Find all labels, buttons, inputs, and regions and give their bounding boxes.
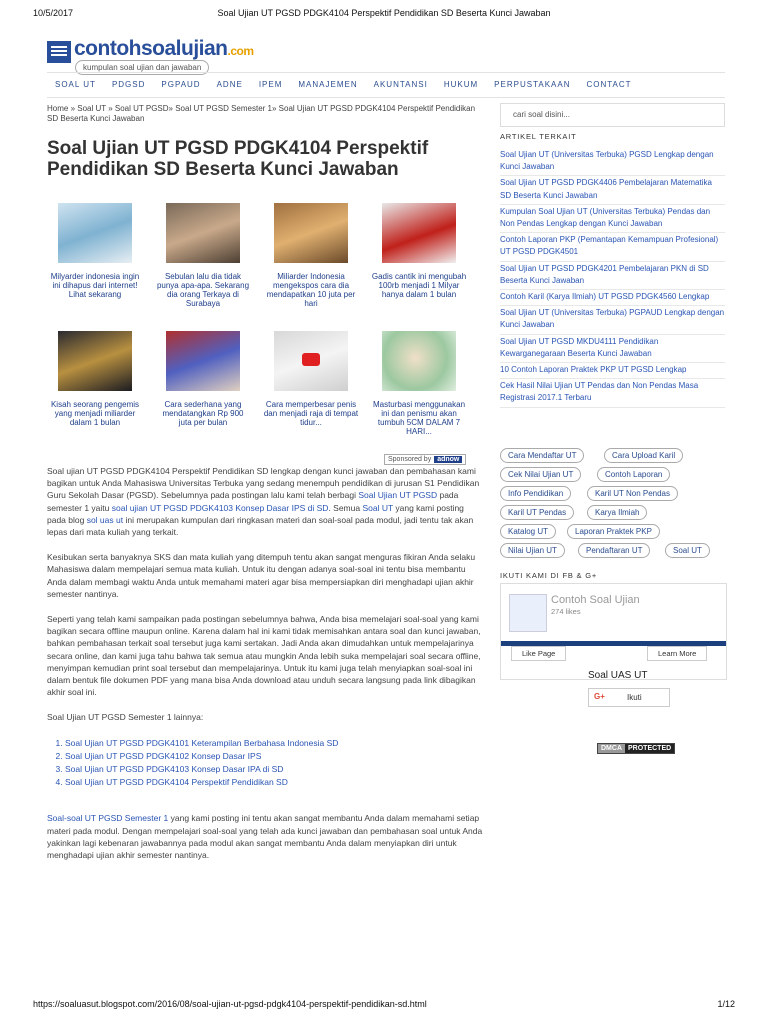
- list-item[interactable]: 4. Soal Ujian UT PGSD PDGK4104 Perspektif Pendidikan SD: [65, 776, 483, 788]
- ad-image: [382, 203, 456, 263]
- nav-item[interactable]: MANAJEMEN: [298, 80, 358, 89]
- related-title: ARTIKEL TERKAIT: [500, 132, 577, 141]
- ad-image: [274, 331, 348, 391]
- label-tag[interactable]: Katalog UT: [500, 524, 556, 539]
- article-link[interactable]: sol uas ut: [86, 514, 124, 525]
- search-input[interactable]: [500, 103, 725, 127]
- list-item[interactable]: 2. Soal Ujian UT PGSD PDGK4102 Konsep Dasar IPS: [65, 750, 483, 762]
- site-name: contohsoalujian: [74, 37, 228, 60]
- label-tag[interactable]: Info Pendidikan: [500, 486, 571, 501]
- ad-image: [166, 331, 240, 391]
- list-item[interactable]: 3. Soal Ujian UT PGSD PDGK4103 Konsep Dasar IPA di SD: [65, 763, 483, 775]
- main-nav: [47, 72, 725, 98]
- label-tag[interactable]: Pendaftaran UT: [578, 543, 650, 558]
- paragraph: [47, 812, 483, 861]
- page-avatar[interactable]: [509, 594, 547, 632]
- ad-caption: Cara memperbesar penis dan menjadi raja di tempat tidur...: [263, 400, 359, 427]
- text: ini merupakan kumpulan dari ringkasan materi dan soal-soal pada modul, jadi tentu tak akan lepas dari mata kuliah yang terkait.: [47, 514, 474, 538]
- article-link[interactable]: Soal-soal UT PGSD Semester 1: [47, 813, 169, 824]
- related-link[interactable]: Kumpulan Soal Ujian UT (Universitas Terbuka) Pendas dan Non Pendas Lengkap dengan Kunci Jawaban: [500, 205, 725, 233]
- follow-title: IKUTI KAMI DI FB & G+: [500, 571, 598, 580]
- related-articles: [500, 148, 725, 408]
- article-link[interactable]: Soal Ujian UT PGSD: [358, 490, 438, 501]
- article-link[interactable]: Soal UT: [362, 502, 394, 513]
- paragraph: Seperti yang telah kami sampaikan pada postingan sebelumnya bahwa, Anda bisa memelajari soal-soal yang kami bagikan secara offline maupun online. Karena dalam hal ini kami tidak memisahkan antara soal dan kunci jawaban, bahkan pembahasan terkait soal tersebut juga kami sertakan. Jadi Anda akan dimudahkan untuk mempelajarinya secara online, dan kami juga tahu bahwa tak semua atau mungkin Anda lebih suka mempelajari soal secara offline, menyimpan kemudian print soal tersebut dan mempelajarinya. Untuk itu kami juga telah menyiapkan soal-soal ini dalam bentuk file dokumen PDF yang mana bisa Anda download atau unduh secara langsung pada link dibagikan akhir soal ini.: [47, 614, 481, 698]
- related-link[interactable]: Contoh Laporan PKP (Pemantapan Kemampuan Profesional) UT PGSD PDGK4501: [500, 233, 725, 261]
- label-tag[interactable]: Nilai Ujian UT: [500, 543, 565, 558]
- print-page: 1/12: [717, 999, 735, 1009]
- ad-caption: Masturbasi menggunakan ini dan penismu akan tumbuh 5CM DALAM 7 HARI...: [372, 400, 466, 436]
- nav-item[interactable]: SOAL UT: [55, 80, 96, 89]
- ad-caption: Miliarder Indonesia mengekspos cara dia mendapatkan 10 juta per hari: [266, 272, 356, 308]
- print-doc-title: Soal Ujian UT PGSD PDGK4104 Perspektif Pendidikan SD Beserta Kunci Jawaban: [217, 8, 551, 18]
- ad-caption: Kisah seorang pengemis yang menjadi miliarder dalam 1 bulan: [50, 400, 140, 427]
- learn-more-button[interactable]: Learn More: [647, 646, 707, 661]
- nav-item[interactable]: AKUNTANSI: [373, 80, 428, 89]
- list-item[interactable]: 1. Soal Ujian UT PGSD PDGK4101 Keterampilan Berbahasa Indonesia SD: [65, 737, 483, 749]
- gplus-icon: G+: [594, 692, 605, 701]
- ad-item[interactable]: [47, 203, 143, 299]
- ad-image: [58, 203, 132, 263]
- book-icon: [47, 41, 71, 63]
- related-link[interactable]: Soal Ujian UT PGSD PDGK4406 Pembelajaran Matematika SD Beserta Kunci Jawaban: [500, 176, 725, 204]
- breadcrumb[interactable]: Home » Soal UT » Soal UT PGSD» Soal UT PGSD Semester 1» Soal Ujian UT PGSD PDGK4104 Perspektif Pendidikan SD Beserta Kunci Jawaban: [47, 104, 476, 123]
- print-date: 10/5/2017: [33, 8, 74, 18]
- related-link[interactable]: Soal Ujian UT (Universitas Terbuka) PGPAUD Lengkap dengan Kunci Jawaban: [500, 306, 725, 334]
- text: . Semua: [328, 502, 363, 513]
- site-tagline: kumpulan soal ujian dan jawaban: [75, 60, 209, 75]
- facebook-widget: [500, 583, 727, 680]
- ad-image: [382, 331, 456, 391]
- ad-caption: Sebulan lalu dia tidak punya apa-apa. Sekarang dia orang Terkaya di Surabaya: [156, 272, 250, 308]
- label-tag[interactable]: Cara Upload Karil: [604, 448, 683, 463]
- related-link[interactable]: Soal Ujian UT (Universitas Terbuka) PGSD Lengkap dengan Kunci Jawaban: [500, 148, 725, 176]
- text: pada semester 1 yaitu: [47, 490, 459, 513]
- gplus-follow-label: Ikuti: [627, 693, 642, 702]
- text: yang kami posting pada blog: [47, 502, 464, 525]
- play-icon: [302, 353, 320, 366]
- nav-item[interactable]: IPEM: [258, 80, 283, 89]
- gplus-follow-button[interactable]: [588, 688, 670, 707]
- print-url: https://soaluasut.blogspot.com/2016/08/soal-ujian-ut-pgsd-pdgk4104-perspektif-pendidikan-sd.html: [33, 999, 427, 1009]
- ad-item[interactable]: [155, 331, 251, 427]
- nav-item[interactable]: HUKUM: [443, 80, 479, 89]
- label-tag[interactable]: Cek Nilai Ujian UT: [500, 467, 581, 482]
- text: yang kami posting ini tentu akan sangat membantu Anda dalam memahami setiap materi pada modul. Dengan mempelajari soal-soal yang telah ada kunci jawaban dan pembahasan soal untuk Anda yakinkan lagi kebenaran jawabannya pada modul akan sangat membantu Anda dalam menyiapkan diri untuk menghadapi ujian akhir semester nantinya.: [47, 813, 483, 861]
- nav-item[interactable]: PDGSD: [111, 80, 146, 89]
- ad-item[interactable]: [263, 331, 359, 427]
- nav-item[interactable]: CONTACT: [586, 80, 632, 89]
- nav-item[interactable]: PERPUSTAKAAN: [494, 80, 571, 89]
- ad-item[interactable]: [263, 203, 359, 308]
- related-list: [65, 737, 483, 789]
- label-tag[interactable]: Karya Ilmiah: [587, 505, 647, 520]
- sponsored-label: Sponsored by: [388, 456, 432, 463]
- dmca-badge[interactable]: [597, 743, 675, 754]
- article-link[interactable]: soal ujian UT PGSD PDGK4103 Konsep Dasar IPS di SD: [111, 502, 329, 513]
- related-link[interactable]: 10 Contoh Laporan Praktek PKP UT PGSD Lengkap: [500, 363, 725, 379]
- sponsored-brand: adnow: [434, 456, 462, 463]
- post-title: Soal Ujian UT PGSD PDGK4104 Perspektif Pendidikan SD Beserta Kunci Jawaban: [47, 138, 429, 180]
- label-tag[interactable]: Laporan Praktek PKP: [567, 524, 660, 539]
- like-page-button[interactable]: Like Page: [511, 646, 566, 661]
- related-link[interactable]: Contoh Karil (Karya Ilmiah) UT PGSD PDGK4560 Lengkap: [500, 290, 725, 306]
- ad-caption: Gadis cantik ini mengubah 100rb menjadi 1 Milyar hanya dalam 1 bulan: [371, 272, 467, 299]
- text: Soal ujian UT PGSD PDGK4104 Perspektif Pendidikan SD lengkap dengan kunci jawaban dan pembahasan kami bagikan untuk Anda Mahasiswa Universitas Terbuka yang sedang menempuh pendidikan di jurusan S1 Pendidikan Guru Sekolah Dasar (PGSD). Sebelumnya pada postingan lalu kami telah berbagi: [47, 466, 480, 501]
- site-suffix: .com: [227, 44, 254, 58]
- ad-item[interactable]: [371, 331, 467, 436]
- dmca-protected: PROTECTED: [625, 744, 674, 753]
- search-placeholder: cari soal disini...: [513, 110, 570, 119]
- ad-caption: Cara sederhana yang mendatangkan Rp 900 juta per bulan: [162, 400, 244, 427]
- fb-page-name[interactable]: Contoh Soal Ujian: [551, 594, 640, 606]
- ad-image: [166, 203, 240, 263]
- nav-item[interactable]: ADNE: [216, 80, 243, 89]
- ad-item[interactable]: [47, 331, 143, 427]
- fb-likes: 274 likes: [551, 607, 581, 616]
- paragraph: Kesibukan serta banyaknya SKS dan mata kuliah yang ditempuh tentu akan sangat menguras fikiran Anda selaku Mahasiswa dalam mempelajari semua mata kuliah. Untuk itu dengan adanya soal-soal ini tentu bisa membantu Anda dalam membagi waktu Anda untuk memahami materi agar bisa mempersiapkan diri menghadapi ujian akhir semester nantinya.: [47, 552, 476, 599]
- paragraph: [47, 465, 483, 538]
- related-link[interactable]: Cek Hasil Nilai Ujian UT Pendas dan Non Pendas Masa Registrasi 2017.1 Terbaru: [500, 379, 725, 407]
- list-intro: Soal Ujian UT PGSD Semester 1 lainnya:: [47, 712, 204, 723]
- label-tag[interactable]: Karil UT Pendas: [500, 505, 574, 520]
- sponsored-by[interactable]: [384, 454, 466, 465]
- nav-item[interactable]: PGPAUD: [161, 80, 201, 89]
- related-link[interactable]: Soal Ujian UT PGSD MKDU4111 Pendidikan Kewarganegaraan Beserta Kunci Jawaban: [500, 335, 725, 363]
- gplus-page-name: Soal UAS UT: [588, 670, 648, 681]
- article-body: [47, 465, 483, 874]
- label-tag[interactable]: Soal UT: [665, 543, 710, 558]
- ad-image: [274, 203, 348, 263]
- dmca-label: DMCA: [598, 744, 625, 753]
- label-tag[interactable]: Contoh Laporan: [597, 467, 670, 482]
- label-tag[interactable]: Karil UT Non Pendas: [587, 486, 678, 501]
- ad-item[interactable]: [155, 203, 251, 308]
- ad-caption: Milyarder indonesia ingin ini dihapus dari internet! Lihat sekarang: [50, 272, 140, 299]
- ad-item[interactable]: [371, 203, 467, 299]
- ad-image: [58, 331, 132, 391]
- related-link[interactable]: Soal Ujian UT PGSD PDGK4201 Pembelajaran PKN di SD Beserta Kunci Jawaban: [500, 262, 725, 290]
- label-tag[interactable]: Cara Mendaftar UT: [500, 448, 584, 463]
